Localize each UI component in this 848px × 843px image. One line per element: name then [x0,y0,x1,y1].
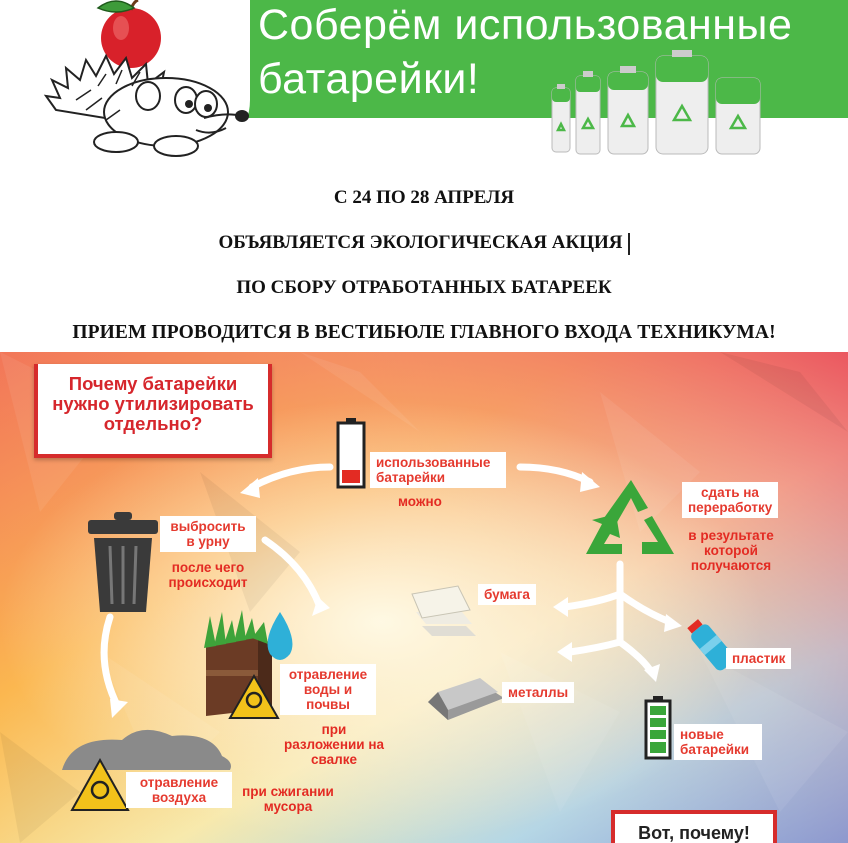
infographic [0,352,848,843]
hedgehog-with-apple-icon [36,0,256,158]
announcement-dates: С 24 ПО 28 АПРЕЛЯ [333,187,515,208]
label-new-batteries: новые батарейки [674,724,762,760]
label-paper: бумага [478,584,536,605]
metal-ingot-icon [428,674,504,722]
announcement-action: ОБЪЯВЛЯЕТСЯ ЭКОЛОГИЧЕСКАЯ АКЦИЯ [0,223,848,268]
label-used-batteries: использованные батарейки [370,452,506,488]
low-battery-icon [336,418,366,490]
label-plastic: пластик [726,648,791,669]
label-metals: металлы [502,682,574,703]
text-cursor [628,233,630,255]
banner-title-line1: Соберём использованные [258,1,793,49]
banner-title-line2: батарейки! [258,55,480,103]
label-recycle: сдать на переработку [682,482,778,518]
label-can: можно [398,494,442,509]
label-throw-in-bin: выбросить в урну [160,516,256,552]
announcement-location: ПРИЕМ ПРОВОДИТСЯ В ВЕСТИБЮЛЕ ГЛАВНОГО ВХОДА ТЕХНИКУМА! [72,322,776,343]
recycle-icon [586,480,676,556]
announcement-block [0,178,848,358]
label-water-soil-poisoning: отравление воды и почвы [280,664,376,715]
label-on-decomposition: при разложении на свалке [284,722,384,767]
question-box: Почему батарейки нужно утилизировать отдельно? [34,364,272,458]
label-as-result: в результате которой получаются [688,528,774,573]
label-on-burning: при сжигании мусора [242,784,334,814]
label-air-poisoning: отравление воздуха [126,772,232,808]
batteries-illustration-icon [546,50,766,160]
trash-bin-icon [88,512,158,612]
paper-stack-icon [412,576,476,636]
announcement-collection: ПО СБОРУ ОТРАБОТАННЫХ БАТАРЕЕК [236,277,612,298]
label-after-which: после чего происходит [168,560,248,590]
full-battery-icon [644,696,672,760]
because-box: Вот, почему! [611,810,777,843]
